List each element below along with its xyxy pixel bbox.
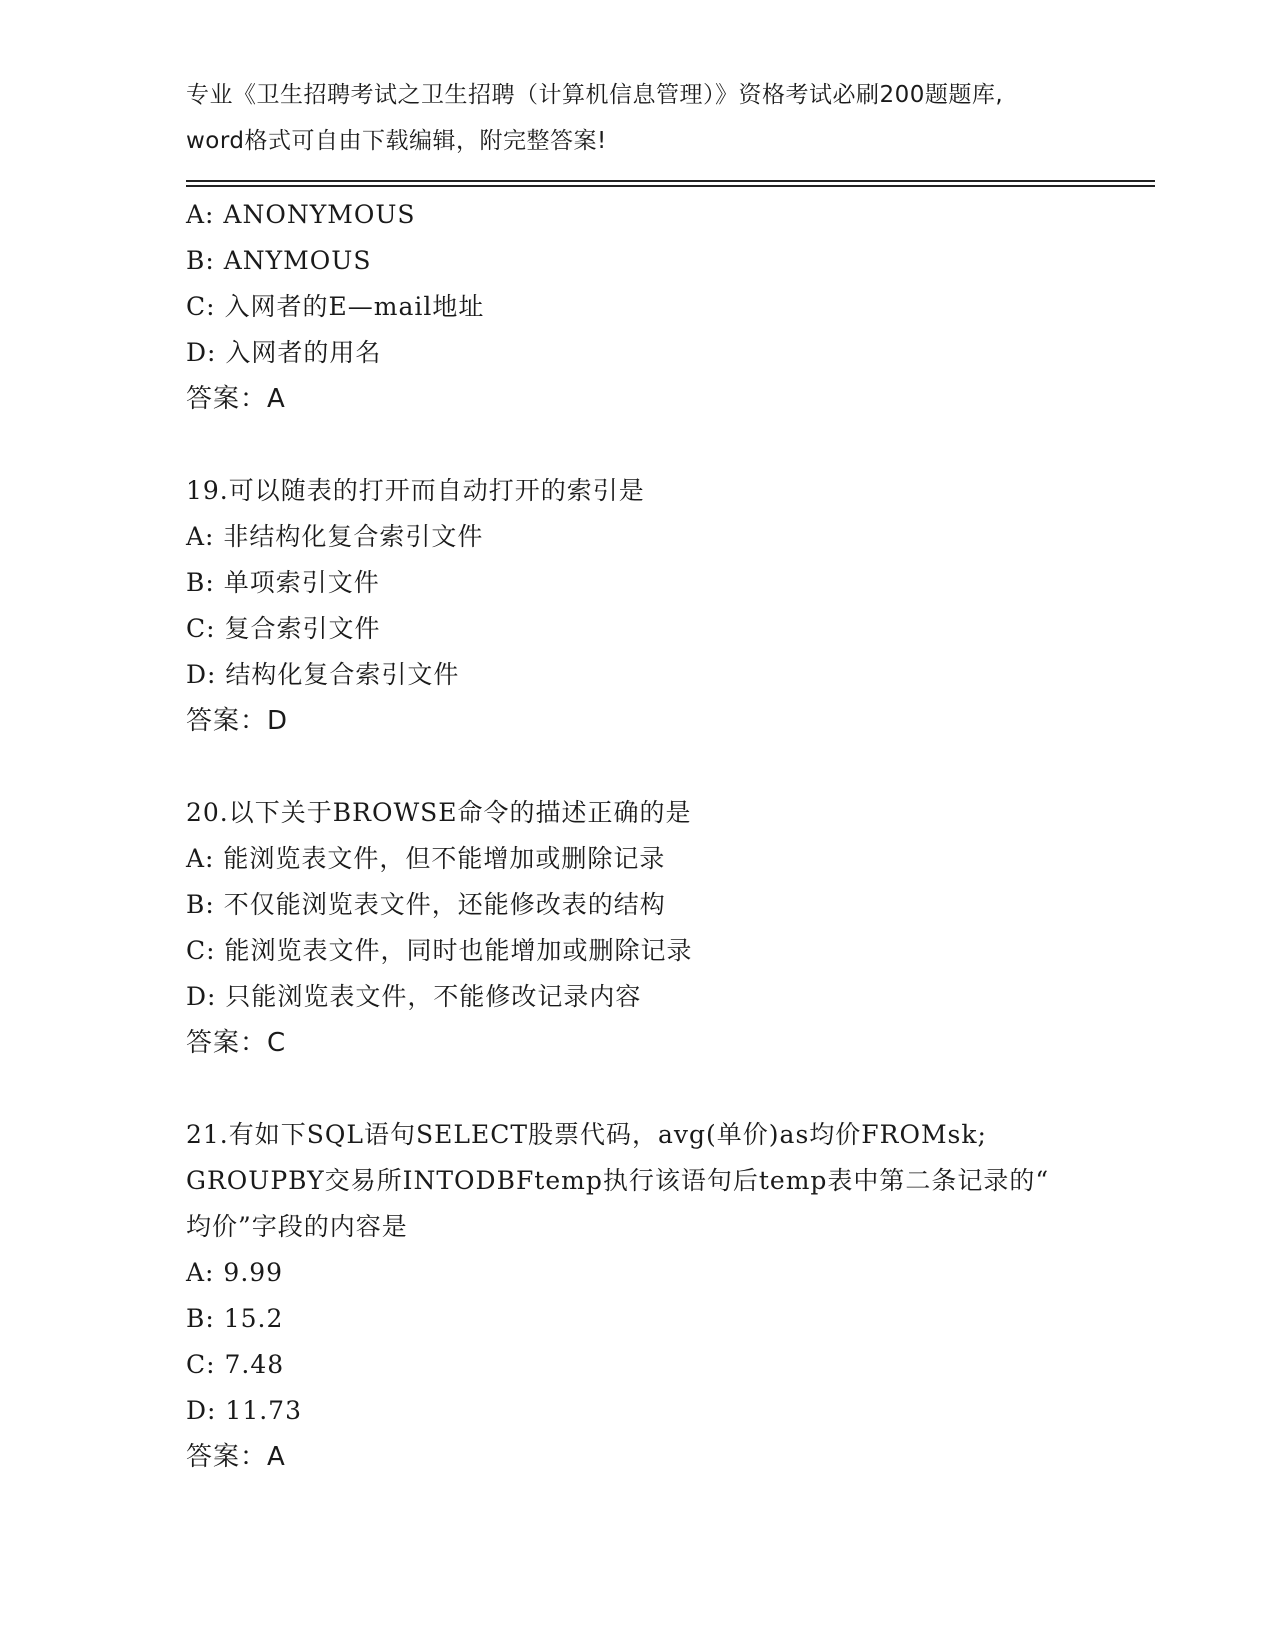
option-d: D: 结构化复合索引文件 [186, 660, 460, 689]
option-c: C: 入网者的E—mail地址 [186, 292, 485, 321]
question-18 [186, 192, 1146, 422]
option-a: A: ANONYMOUS [186, 200, 416, 229]
question-text: 20.以下关于BROWSE命令的描述正确的是 [186, 798, 692, 827]
option-b: B: 不仅能浏览表文件，还能修改表的结构 [186, 890, 666, 919]
option-a: A: 能浏览表文件，但不能增加或删除记录 [186, 844, 666, 873]
document-header [186, 72, 1086, 164]
option-a: A: 9.99 [186, 1258, 284, 1287]
option-d: D: 只能浏览表文件，不能修改记录内容 [186, 982, 642, 1011]
spacer [186, 744, 1146, 790]
option-b: B: 单项索引文件 [186, 568, 380, 597]
question-list [186, 192, 1146, 1480]
option-d: D: 入网者的用名 [186, 338, 382, 367]
option-c: C: 能浏览表文件，同时也能增加或删除记录 [186, 936, 693, 965]
spacer [186, 422, 1146, 468]
spacer [186, 1066, 1146, 1112]
question-text-line-3: 均价”字段的内容是 [186, 1212, 408, 1241]
answer: 答案：D [186, 706, 289, 736]
question-21 [186, 1112, 1146, 1480]
question-text-line-2: GROUPBY交易所INTODBFtemp执行该语句后temp表中第二条记录的“ [186, 1166, 1050, 1195]
option-c: C: 复合索引文件 [186, 614, 381, 643]
header-divider-bottom [186, 185, 1155, 187]
header-line-2: word格式可自由下载编辑，附完整答案! [186, 128, 607, 154]
option-a: A: 非结构化复合索引文件 [186, 522, 484, 551]
answer: 答案：C [186, 1028, 287, 1058]
header-line-1: 专业《卫生招聘考试之卫生招聘（计算机信息管理）》资格考试必刷200题题库, [186, 82, 1004, 108]
header-divider-top [186, 180, 1155, 182]
question-text-line-1: 21.有如下SQL语句SELECT股票代码，avg(单价)as均价FROMsk; [186, 1120, 987, 1149]
option-c: C: 7.48 [186, 1350, 285, 1379]
question-20 [186, 790, 1146, 1066]
answer: 答案：A [186, 1442, 286, 1472]
option-d: D: 11.73 [186, 1396, 302, 1425]
question-19 [186, 468, 1146, 744]
option-b: B: 15.2 [186, 1304, 284, 1333]
question-text: 19.可以随表的打开而自动打开的索引是 [186, 476, 645, 505]
answer: 答案：A [186, 384, 286, 414]
option-b: B: ANYMOUS [186, 246, 372, 275]
